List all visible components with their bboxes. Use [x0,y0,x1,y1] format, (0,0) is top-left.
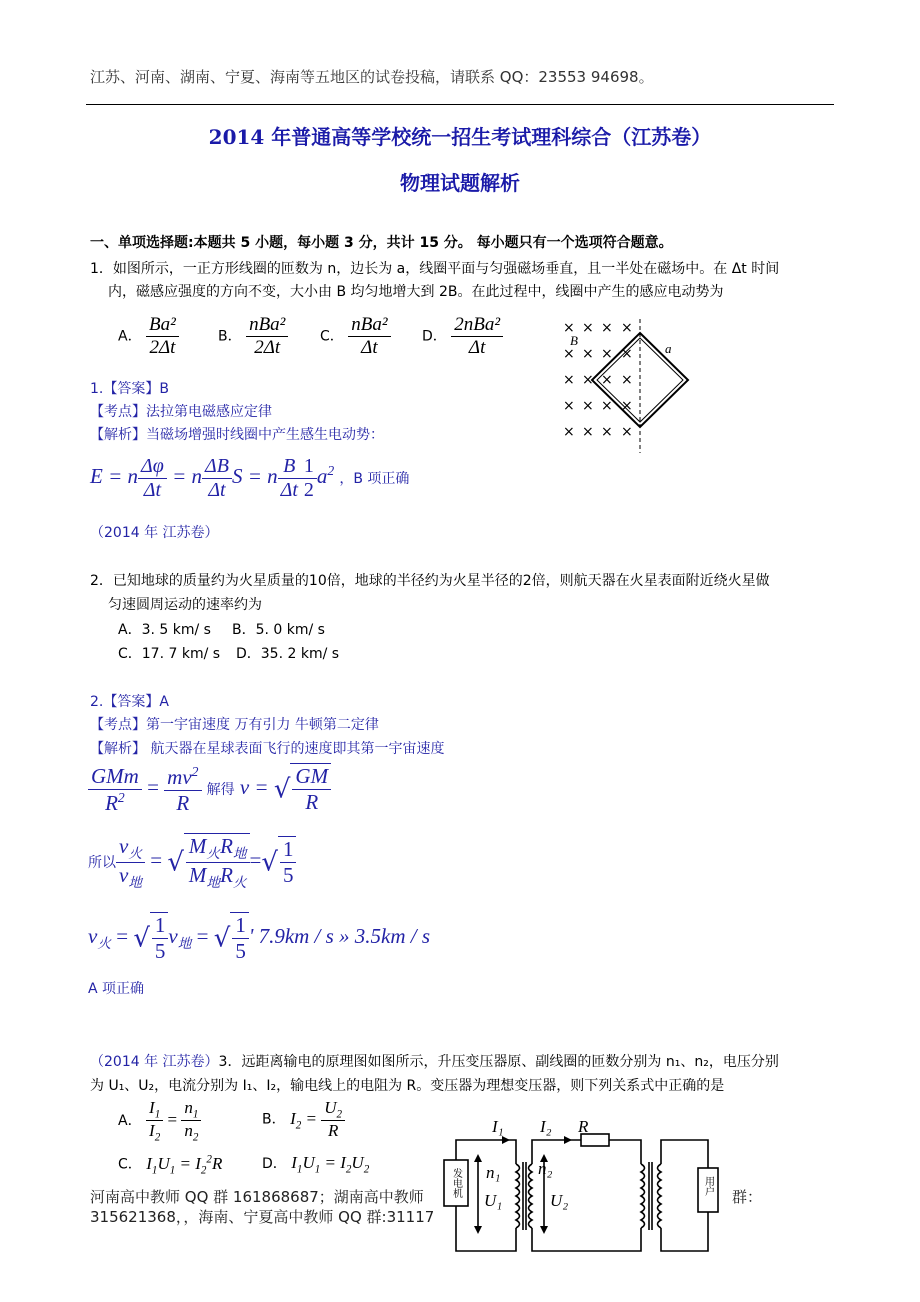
svg-text:×: × [601,372,613,388]
svg-text:×: × [601,398,613,414]
q2-text-line1: 2．已知地球的质量约为火星质量的10倍，地球的半径约为火星半径的2倍，则航天器在火星表面附近绕火星做 [90,573,770,589]
q3-label-u1: U₁ [484,1191,503,1210]
q3-label-i2: I₂ [540,1118,552,1136]
q2-point: 【考点】第一宇宙速度 万有引力 牛顿第二定律 [90,717,379,733]
q1-option-a: A． $\frac{\text{Ba²}}{2\Delta t}$ [118,314,179,359]
svg-text:×: × [563,346,575,362]
q1-text-line2: 内，磁感应强度的方向不变，大小由 B 均匀地增大到 2B。在此过程中，线圈中产生的感应电动势为 [108,284,724,300]
q1-answer: 1.【答案】B [90,381,169,397]
q3-label-user: 用户 [702,1176,714,1196]
svg-text:×: × [582,398,594,414]
header-notice: 江苏、河南、湖南、宁夏、海南等五地区的试卷投稿，请联系 QQ：23553 94698。 [90,68,654,86]
q1-analysis: 【解析】当磁场增强时线圈中产生感生电动势： [90,427,384,443]
header-divider [86,104,834,105]
svg-text:×: × [582,346,594,362]
q3-option-d: D． $I_1U_1 = I_2U_2$ [262,1153,370,1176]
q1-option-d: D． $\frac{\text{2nBa²}}{\Delta t}$ [422,314,503,359]
q3-text-line1: （2014 年 江苏卷）3．远距离输电的原理图如图所示，升压变压器原、副线圈的匝数分别为 n₁、n₂，电压分别 [90,1054,779,1070]
svg-text:×: × [621,398,633,414]
svg-text:×: × [563,372,575,388]
footer-line1-tail: 群： [732,1188,763,1206]
page-title: 2014 年普通高等学校统一招生考试理科综合（江苏卷） [208,125,712,149]
q2-option-a: A．3. 5 km/ s [118,622,211,638]
q2-option-b: B．5. 0 km/ s [232,622,325,638]
q1-text-line1: 1．如图所示，一正方形线圈的匝数为 n，边长为 a，线圈平面与匀强磁场垂直，且一半处在磁场中。在 Δt 时间 [90,261,780,277]
footer-line2: 315621368，，海南、宁夏高中教师 QQ 群:31117 [90,1208,435,1226]
q2-formula-result: $v_火$ = √ $\frac{1}{5}$ $v_地$ = √ $\frac{1}{5}$ ʹ 7.9km / s » 3.5km / s [88,913,431,963]
section-heading: 一、单项选择题:本题共 5 小题，每小题 3 分，共计 15 分。 每小题只有一个选项符合题意。 [90,235,673,251]
svg-text:×: × [621,320,633,336]
page-subtitle: 物理试题解析 [400,171,520,195]
svg-text:×: × [601,320,613,336]
q3-figure-transmission-circuit [436,1118,732,1258]
q2-formula-ratio: 所以 $\frac{v_火}{v_地}$ = √ $\frac{M_火R_地}{M_地R_火}$ =√ $\frac{1}{5}$ [88,833,296,891]
q1-figure-magnetic-field [555,315,695,455]
q2-conclusion: A 项正确 [88,981,145,997]
q1-option-c: C． $\frac{\text{nBa²}}{\Delta t}$ [320,314,391,359]
svg-text:×: × [582,424,594,440]
footer-line1: 河南高中教师 QQ 群 161868687；湖南高中教师 [90,1188,424,1206]
q2-formula-gravity: $\frac{\text{GMm}}{R^2}$ = $\frac{mv^2}{R}$ 解得 v = √ $\frac{GM}{R}$ [88,763,331,816]
q3-label-i1: I₁ [492,1118,504,1136]
q1-point: 【考点】法拉第电磁感应定律 [90,404,272,420]
svg-text:×: × [621,372,633,388]
q2-option-c: C．17. 7 km/ s [118,646,221,662]
q1-figure-label-b: B [570,333,578,348]
svg-text:×: × [621,346,633,362]
q1-option-b: B． $\frac{\text{nBa²}}{2\Delta t}$ [218,314,288,359]
q3-option-a: A． $\frac{I_1}{I_2}$ = $\frac{n_1}{n_2}$ [118,1098,201,1144]
svg-text:×: × [601,424,613,440]
svg-text:×: × [563,424,575,440]
q2-analysis: 【解析】 航天器在星球表面飞行的速度即其第一宇宙速度 [90,741,445,757]
svg-text:×: × [582,372,594,388]
svg-text:×: × [621,424,633,440]
q1-formula: E = n $\frac{\Delta\varphi}{\Delta t}$ = n $\frac{\Delta B}{\Delta t}$ S = n $\frac{B}{\Delta t}$ $\frac{1}{2}$ $a^2$ ，B 项正确 [90,455,410,501]
q3-label-generator: 发电机 [450,1168,462,1198]
svg-text:×: × [582,320,594,336]
q3-label-n2: n₂ [538,1159,553,1178]
q3-label-r: R [578,1118,589,1136]
q3-label-n1: n₁ [486,1163,501,1182]
q2-text-line2: 匀速圆周运动的速率约为 [108,597,262,613]
q2-answer: 2.【答案】A [90,694,169,710]
svg-text:×: × [563,398,575,414]
svg-text:×: × [601,346,613,362]
q3-option-b: B． $I_2$ = $\frac{U_2}{R}$ [262,1098,345,1141]
q3-label-u2: U₂ [550,1191,569,1210]
q3-text-line2: 为 U₁、U₂，电流分别为 I₁、I₂，输电线上的电阻为 R。变压器为理想变压器，则下列关系式中正确的是 [90,1078,725,1094]
q1-source: （2014 年 江苏卷） [90,525,219,541]
svg-text:×: × [563,320,575,336]
q1-figure-label-a: a [665,341,672,356]
q2-option-d: D．35. 2 km/ s [236,646,340,662]
q3-option-c: C． $I_1U_1 = I_2^2R$ [118,1153,223,1177]
